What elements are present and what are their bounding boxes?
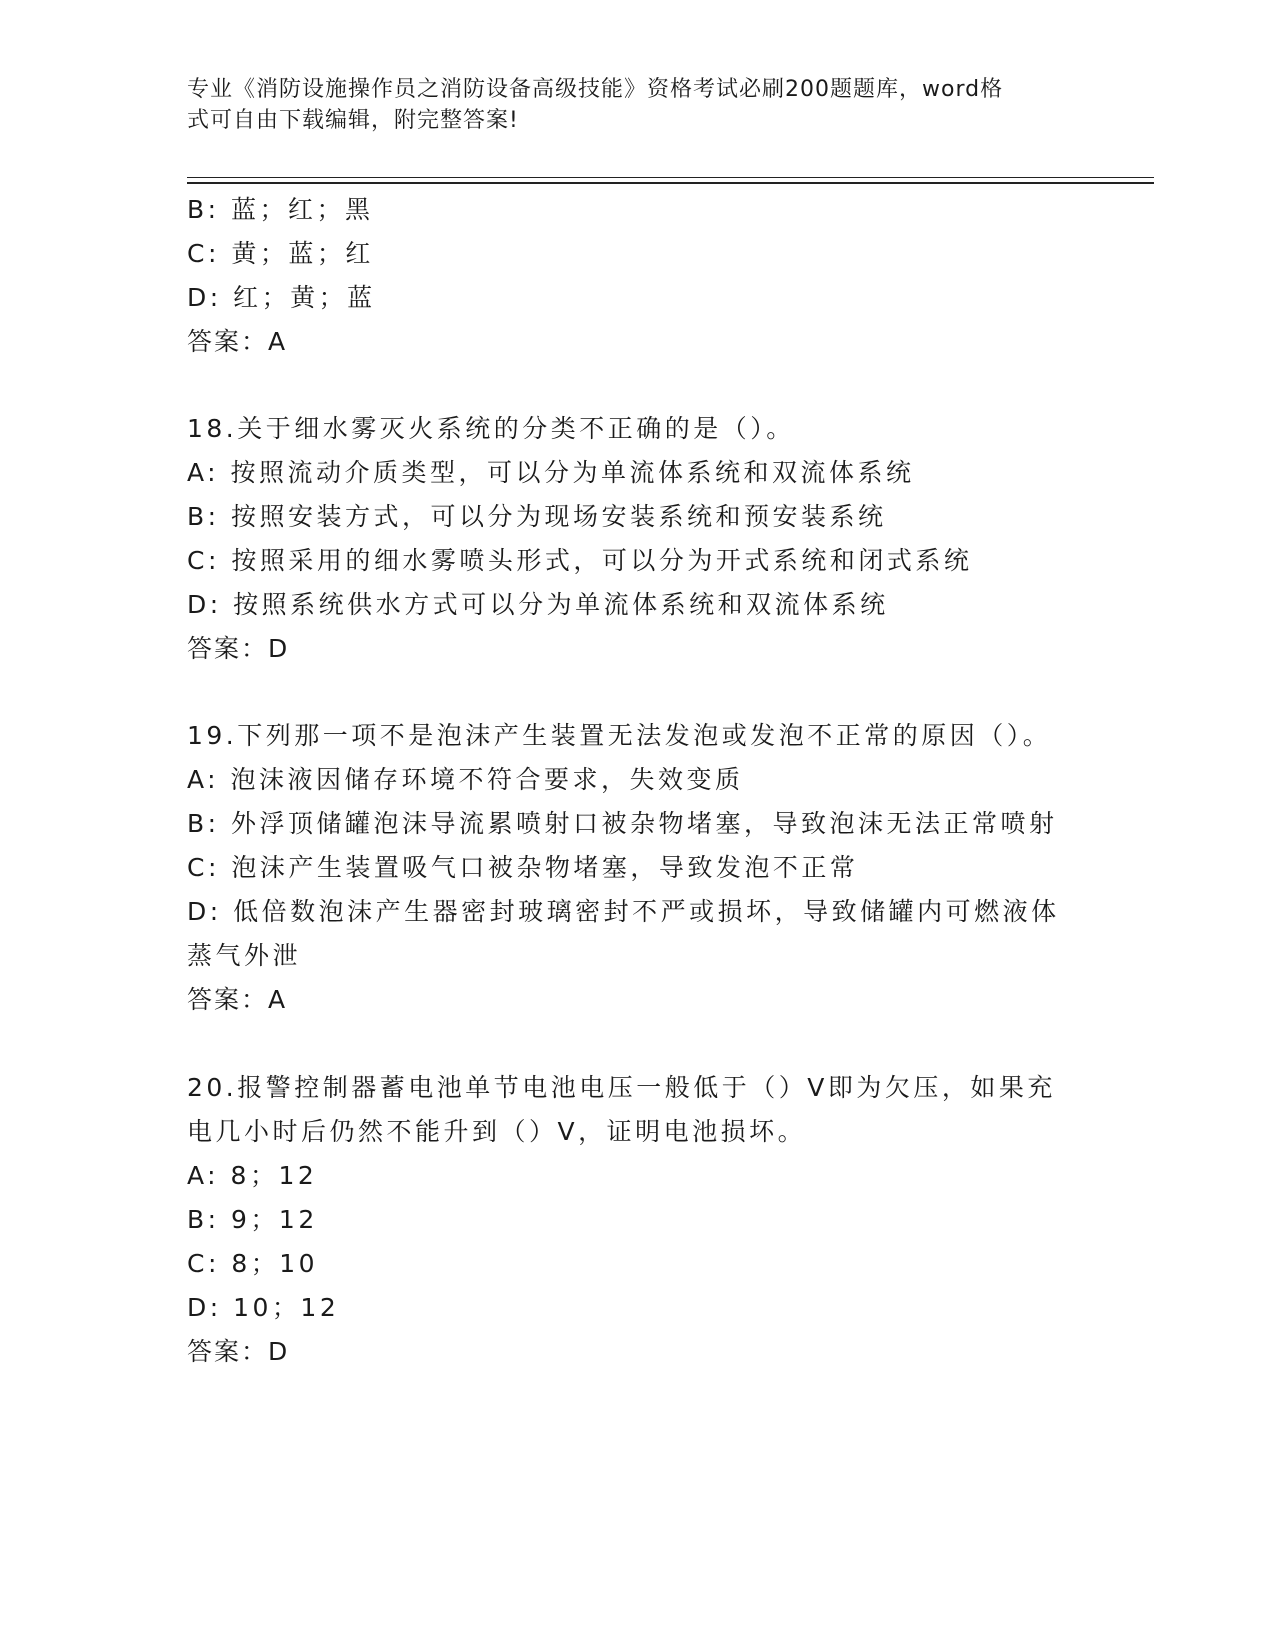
q20-option-d: D: 10；12 xyxy=(187,1293,340,1322)
q17-option-c: C: 黄；蓝；红 xyxy=(187,239,374,268)
document-header xyxy=(187,74,1067,136)
q19-stem: 19.下列那一项不是泡沫产生装置无法发泡或发泡不正常的原因（）。 xyxy=(187,721,1052,750)
q17-option-d: D: 红；黄；蓝 xyxy=(187,283,376,312)
q20-option-b: B: 9；12 xyxy=(187,1205,318,1234)
q18-option-c: C: 按照采用的细水雾喷头形式，可以分为开式系统和闭式系统 xyxy=(187,546,973,575)
q19-option-d-line-1: D: 低倍数泡沫产生器密封玻璃密封不严或损坏，导致储罐内可燃液体 xyxy=(187,897,1060,926)
q19-option-c: C: 泡沫产生装置吸气口被杂物堵塞，导致发泡不正常 xyxy=(187,853,859,882)
q19-answer: 答案：A xyxy=(187,985,288,1014)
header-divider-thin xyxy=(187,177,1154,178)
q20-answer: 答案：D xyxy=(187,1337,290,1366)
q19-option-b: B: 外浮顶储罐泡沫导流累喷射口被杂物堵塞，导致泡沫无法正常喷射 xyxy=(187,809,1058,838)
q19-option-a: A: 泡沫液因储存环境不符合要求，失效变质 xyxy=(187,765,744,794)
q20-stem-line-1: 20.报警控制器蓄电池单节电池电压一般低于（）V即为欠压，如果充 xyxy=(187,1073,1056,1102)
header-title-line-2: 式可自由下载编辑，附完整答案! xyxy=(187,108,519,133)
header-divider-thick xyxy=(187,182,1154,184)
q18-stem: 18.关于细水雾灭火系统的分类不正确的是（）。 xyxy=(187,414,795,443)
q18-answer: 答案：D xyxy=(187,634,290,663)
q17-answer: 答案：A xyxy=(187,327,288,356)
q18-option-d: D: 按照系统供水方式可以分为单流体系统和双流体系统 xyxy=(187,590,889,619)
q18-option-b: B: 按照安装方式，可以分为现场安装系统和预安装系统 xyxy=(187,502,887,531)
q20-stem-line-2: 电几小时后仍然不能升到（）V，证明电池损坏。 xyxy=(187,1117,807,1146)
q17-option-b: B: 蓝；红；黑 xyxy=(187,195,374,224)
q19-option-d-line-2: 蒸气外泄 xyxy=(187,941,302,970)
header-title-line-1: 专业《消防设施操作员之消防设备高级技能》资格考试必刷200题题库，word格 xyxy=(187,77,1004,102)
q18-option-a: A: 按照流动介质类型，可以分为单流体系统和双流体系统 xyxy=(187,458,915,487)
q20-option-a: A: 8；12 xyxy=(187,1161,318,1190)
q20-option-c: C: 8；10 xyxy=(187,1249,319,1278)
